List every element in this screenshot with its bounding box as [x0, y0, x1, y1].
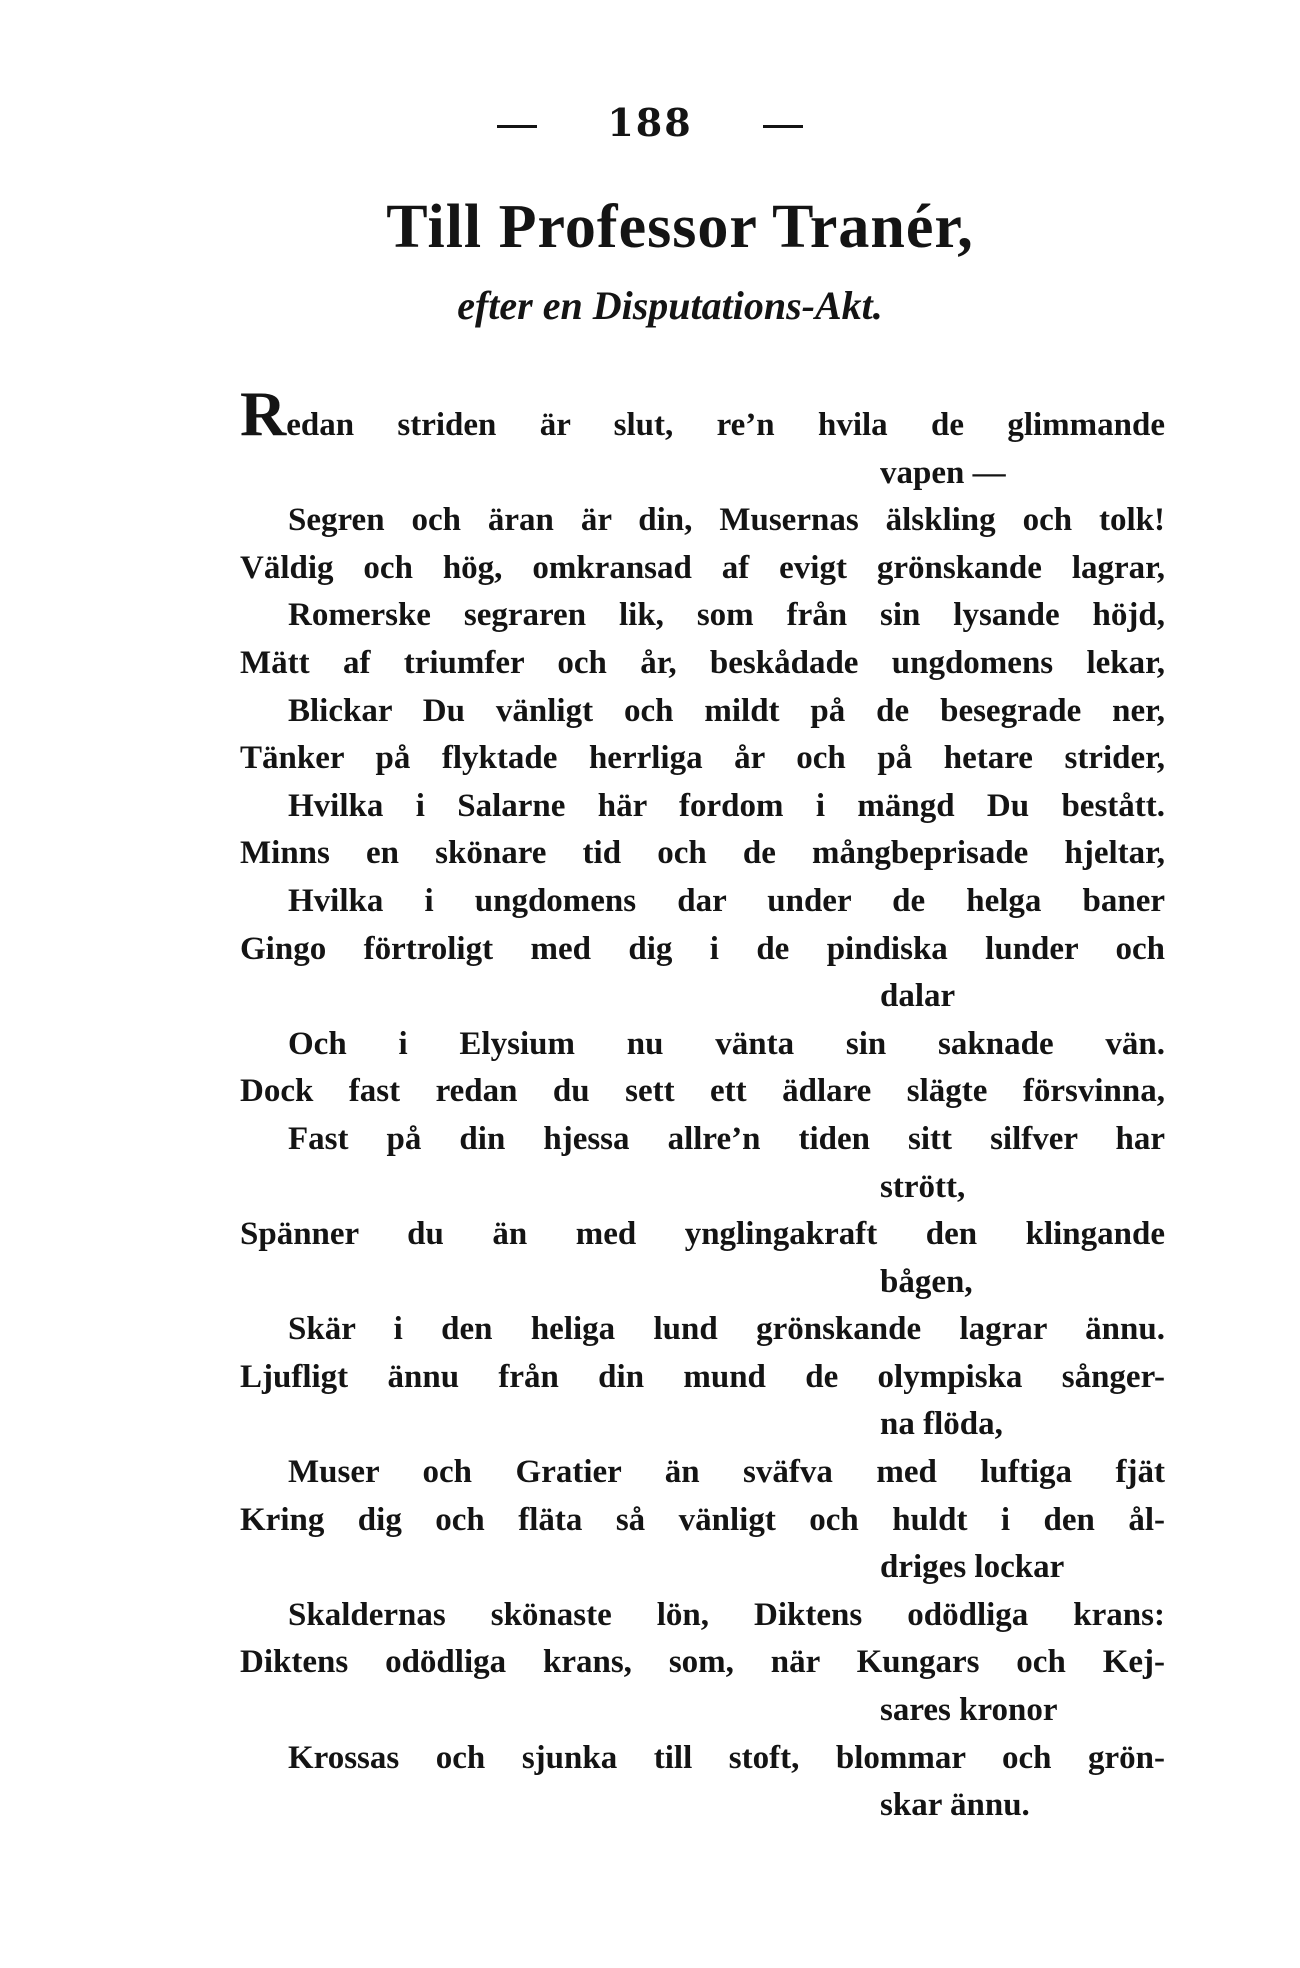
poem-line: Hvilka i Salarne här fordom i mängd Du bestått.	[288, 787, 1165, 824]
poem-line: Hvilka i ungdomens dar under de helga baner	[288, 882, 1165, 919]
poem-line: Romerske segraren lik, som från sin lysande höjd,	[288, 597, 1165, 634]
poem-line-continuation: strött,	[880, 1168, 966, 1205]
poem-line: Kring dig och fläta så vänligt och huldt i den ål-	[240, 1501, 1165, 1538]
poem-line: Mätt af triumfer och år, beskådade ungdomens lekar,	[240, 644, 1165, 681]
poem-title: Till Professor Tranér,	[386, 193, 974, 261]
poem-line: Gingo förtroligt med dig i de pindiska lunder och	[240, 930, 1165, 967]
poem-line-continuation: vapen —	[880, 454, 1006, 491]
poem-line-continuation: driges lockar	[880, 1549, 1065, 1586]
poem-line: Väldig och hög, omkransad af evigt grönskande lagrar,	[240, 549, 1165, 586]
poem-line-continuation: dalar	[880, 978, 956, 1015]
poem-line-continuation: na flöda,	[880, 1406, 1003, 1443]
poem-line: Krossas och sjunka till stoft, blommar och grön-	[288, 1739, 1165, 1776]
poem-line-continuation: sares kronor	[880, 1692, 1058, 1729]
left-dash	[497, 125, 537, 128]
poem-line: Fast på din hjessa allre’n tiden sitt silfver har	[288, 1120, 1165, 1157]
right-dash	[763, 125, 803, 128]
poem-line: Tänker på flyktade herrliga år och på hetare strider,	[240, 740, 1165, 777]
poem-line: Och i Elysium nu vänta sin saknade vän.	[288, 1025, 1165, 1062]
poem-line-first	[240, 378, 1165, 450]
poem-body	[240, 378, 1180, 1830]
poem-line: Blickar Du vänligt och mildt på de besegrade ner,	[288, 692, 1165, 729]
page-number-value: 188	[607, 100, 693, 145]
poem-line: Ljufligt ännu från din mund de olympiska sånger-	[240, 1358, 1165, 1395]
first-line-text: edan striden är slut, re’n hvila de glimmande	[286, 407, 1165, 443]
poem-line-continuation: skar ännu.	[880, 1787, 1030, 1824]
poem-line-continuation: bågen,	[880, 1263, 973, 1300]
poem-line: Segren och äran är din, Musernas älskling och tolk!	[288, 502, 1165, 539]
poem-line: Skär i den heliga lund grönskande lagrar ännu.	[288, 1311, 1165, 1348]
initial-letter: R	[240, 378, 287, 449]
poem-line: Spänner du än med ynglingakraft den klingande	[240, 1216, 1165, 1253]
poem-subtitle: efter en Disputations-Akt.	[457, 283, 883, 328]
poem-line: Dock fast redan du sett ett ädlare slägte försvinna,	[240, 1073, 1165, 1110]
page-number	[0, 100, 1300, 145]
poem-line: Diktens odödliga krans, som, när Kungars och Kej-	[240, 1644, 1165, 1681]
poem-line: Muser och Gratier än sväfva med luftiga fjät	[288, 1454, 1165, 1491]
poem-line: Minns en skönare tid och de mångbeprisade hjeltar,	[240, 835, 1165, 872]
poem-line: Skaldernas skönaste lön, Diktens odödliga krans:	[288, 1596, 1165, 1633]
